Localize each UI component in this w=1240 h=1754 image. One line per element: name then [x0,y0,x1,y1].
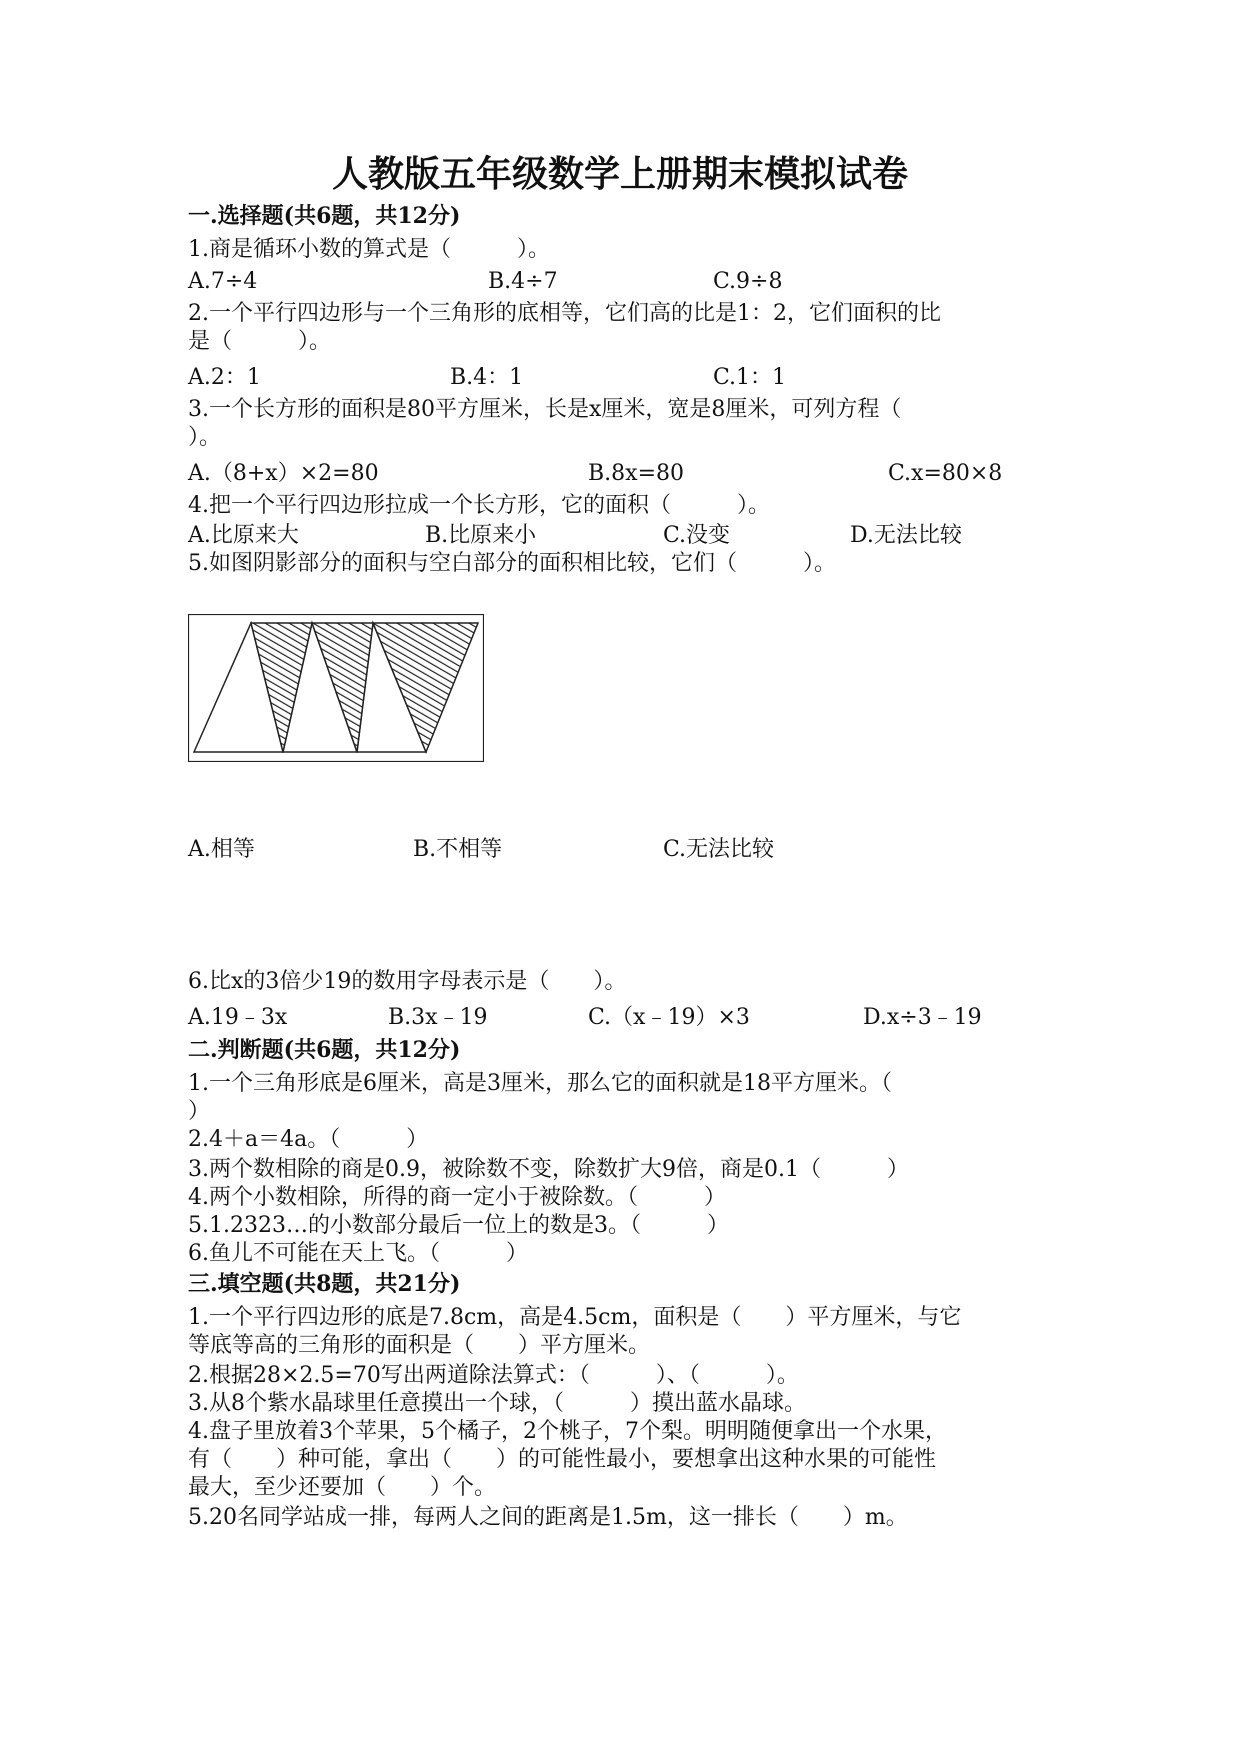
shaded-triangles-figure [188,614,484,762]
q1-option-b: B.4÷7 [488,269,558,294]
section3-heading: 三.填空题(共8题，共21分) [188,1271,461,1297]
fill-q4-text-1: 4.盘子里放着3个苹果，5个橘子，2个桃子，7个梨。明明随便拿出一个水果， [188,1419,947,1444]
q3-option-c: C.x=80×8 [888,461,1003,486]
q2-text-2: 是（ ）。 [188,329,332,354]
q4-option-d: D.无法比较 [850,523,962,548]
judge-q3: 3.两个数相除的商是0.9，被除数不变，除数扩大9倍，商是0.1（ ） [188,1157,909,1182]
q3-option-a: A.（8+x）×2=80 [188,461,379,486]
q4-option-c: C.没变 [663,523,731,548]
q3-text-2: ）。 [188,425,222,450]
q2-text-1: 2.一个平行四边形与一个三角形的底相等，它们高的比是1：2，它们面积的比 [188,301,941,326]
q5-option-b: B.不相等 [413,837,503,862]
section2-heading: 二.判断题(共6题，共12分) [188,1037,461,1063]
q6-option-a: A.19﹣3x [188,1005,288,1030]
q5-option-c: C.无法比较 [663,837,775,862]
q4-text: 4.把一个平行四边形拉成一个长方形，它的面积（ ）。 [188,493,770,518]
judge-q4: 4.两个小数相除，所得的商一定小于被除数。（ ） [188,1185,726,1210]
q3-option-b: B.8x=80 [588,461,684,486]
q2-option-b: B.4：1 [450,365,524,390]
q6-option-c: C.（x﹣19）×3 [588,1005,750,1030]
q1-option-a: A.7÷4 [188,269,258,294]
q1-text: 1.商是循环小数的算式是（ ）。 [188,237,550,262]
q6-text: 6.比x的3倍少19的数用字母表示是（ ）。 [188,969,627,994]
judge-q5: 5.1.2323…的小数部分最后一位上的数是3。（ ） [188,1213,729,1238]
fill-q1-text-2: 等底等高的三角形的面积是（ ）平方厘米。 [188,1333,651,1358]
judge-q1-text-1: 1.一个三角形底是6厘米，高是3厘米，那么它的面积就是18平方厘米。（ [188,1071,892,1096]
q4-option-a: A.比原来大 [188,523,299,548]
judge-q6: 6.鱼儿不可能在天上飞。（ ） [188,1241,528,1266]
fill-q1-text-1: 1.一个平行四边形的底是7.8cm，高是4.5cm，面积是（ ）平方厘米，与它 [188,1305,962,1330]
fill-q2: 2.根据28×2.5=70写出两道除法算式：（ ）、（ ）。 [188,1363,799,1388]
section1-heading: 一.选择题(共6题，共12分) [188,203,461,229]
q6-option-b: B.3x﹣19 [388,1005,488,1030]
q3-text-1: 3.一个长方形的面积是80平方厘米，长是x厘米，宽是8厘米，可列方程（ [188,397,902,422]
page-title: 人教版五年级数学上册期末模拟试卷 [331,153,908,195]
q5-option-a: A.相等 [188,837,255,862]
fill-q5: 5.20名同学站成一排，每两人之间的距离是1.5m，这一排长（ ）m。 [188,1505,908,1530]
q1-option-c: C.9÷8 [713,269,783,294]
q4-option-b: B.比原来小 [425,523,537,548]
q2-option-c: C.1：1 [713,365,787,390]
fill-q4-text-2: 有（ ）种可能，拿出（ ）的可能性最小，要想拿出这种水果的可能性 [188,1447,937,1472]
q5-text: 5.如图阴影部分的面积与空白部分的面积相比较，它们（ ）。 [188,551,836,576]
q6-option-d: D.x÷3﹣19 [863,1005,982,1030]
q2-option-a: A.2：1 [188,365,261,390]
fill-q4-text-3: 最大，至少还要加（ ）个。 [188,1475,497,1500]
judge-q1-text-2: ） [188,1099,211,1124]
judge-q2: 2.4＋a＝4a。（ ） [188,1127,429,1152]
fill-q3: 3.从8个紫水晶球里任意摸出一个球，（ ）摸出蓝水晶球。 [188,1391,806,1416]
